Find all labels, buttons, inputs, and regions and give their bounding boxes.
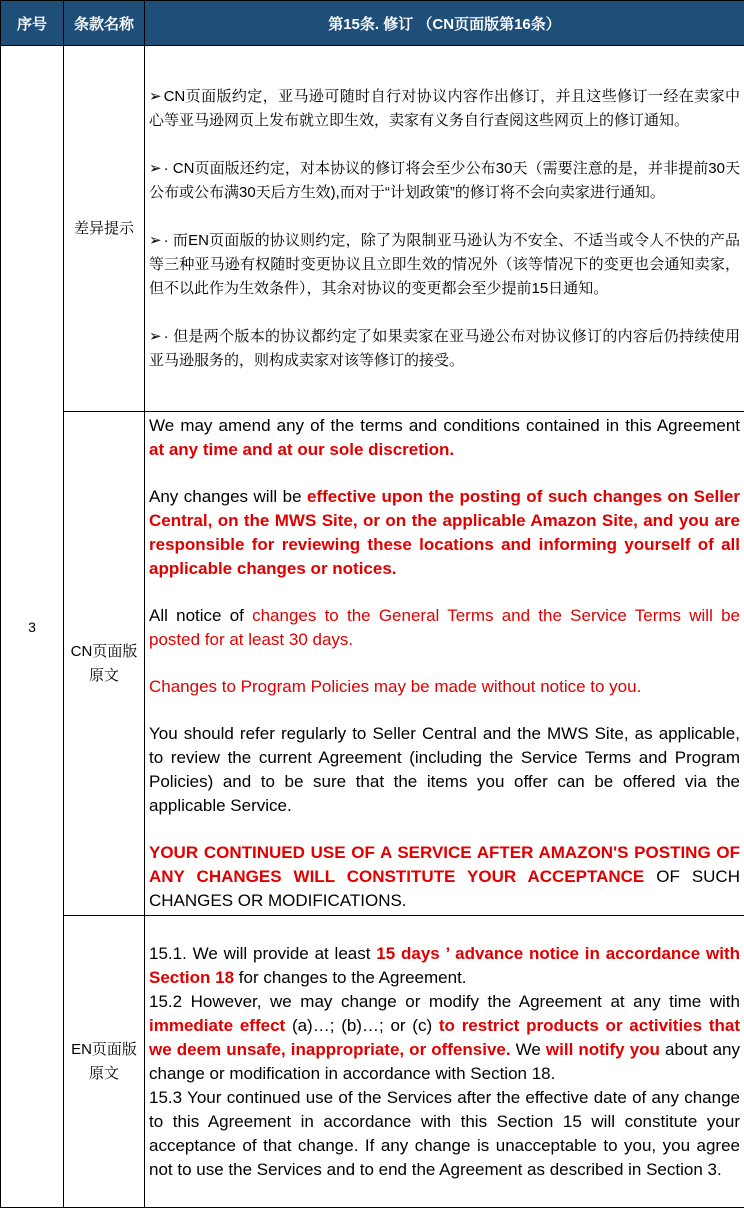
header-clause-title: 第15条. 修订 （CN页面版第16条） <box>145 1 744 46</box>
bullet-arrow-icon: ➢ <box>149 88 162 105</box>
cn-paragraph-4: Changes to Program Policies may be made without notice to you. <box>149 675 740 699</box>
en-content <box>145 916 744 1208</box>
en-section-15-1: 15.1. We will provide at least 15 days ’ advance notice in accordance with Section 18 for changes to the Agreement. <box>149 942 740 990</box>
diff-paragraph-3: ➢ · 而EN页面版的协议则约定，除了为限制亚马逊认为不安全、不适当或令人不快的产品等三种亚马逊有权随时变更协议且立即生效的情况外（该等情况下的变更也会通知卖家，但不以此作为生效条件），其余对协议的变更都会至少提前15日通知。 <box>149 229 740 301</box>
en-label: EN页面版原文 <box>64 916 145 1208</box>
cn-paragraph-6: YOUR CONTINUED USE OF A SERVICE AFTER AMAZON'S POSTING OF ANY CHANGES WILL CONSTITUTE YOUR ACCEPTANCE OF SUCH CHANGES OR MODIFICATIONS. <box>149 841 740 913</box>
en-original-row <box>1 916 744 1208</box>
cn-label: CN页面版原文 <box>64 412 145 916</box>
diff-paragraph-1: ➢ CN页面版约定，亚马逊可随时自行对协议内容作出修订，并且这些修订一经在卖家中心等亚马逊网页上发布就立即生效，卖家有义务自行查阅这些网页上的修订通知。 <box>149 85 740 133</box>
cn-paragraph-5: You should refer regularly to Seller Central and the MWS Site, as applicable, to review the current Agreement (including the Service Terms and Program Policies) and to be sure that the items you offer can be offered via the applicable Service. <box>149 722 740 818</box>
header-row <box>1 1 744 46</box>
diff-content <box>145 46 744 412</box>
diff-label: 差异提示 <box>64 46 145 412</box>
bullet-arrow-icon: ➢ <box>149 328 162 345</box>
en-section-15-3: 15.3 Your continued use of the Services after the effective date of any change to this Agreement in accordance with this Section 15 will constitute your acceptance of that change. If any change is unacceptable to you, you agree not to use the Services and to end the Agreement as described in Section 3. <box>149 1086 740 1182</box>
cn-paragraph-1: We may amend any of the terms and conditions contained in this Agreement at any time and at our sole discretion. <box>149 414 740 462</box>
row-number: 3 <box>1 46 64 1208</box>
bullet-arrow-icon: ➢ <box>149 232 162 249</box>
cn-paragraph-2: Any changes will be effective upon the posting of such changes on Seller Central, on the MWS Site, or on the applicable Amazon Site, and you are responsible for reviewing these locations and informing yourself of all applicable changes or notices. <box>149 485 740 581</box>
header-number: 序号 <box>1 1 64 46</box>
header-clause-name: 条款名称 <box>64 1 145 46</box>
bullet-arrow-icon: ➢ <box>149 160 162 177</box>
diff-paragraph-2: ➢ · CN页面版还约定，对本协议的修订将会至少公布30天（需要注意的是，并非提前30天公布或公布满30天后方生效),而对于“计划政策”的修订将不会向卖家进行通知。 <box>149 157 740 205</box>
diff-paragraph-4: ➢ · 但是两个版本的协议都约定了如果卖家在亚马逊公布对协议修订的内容后仍持续使用亚马逊服务的，则构成卖家对该等修订的接受。 <box>149 325 740 373</box>
cn-paragraph-3: All notice of changes to the General Terms and the Service Terms will be posted for at least 30 days. <box>149 604 740 652</box>
diff-row <box>1 46 744 412</box>
cn-original-row <box>1 412 744 916</box>
cn-content <box>145 412 744 916</box>
en-section-15-2: 15.2 However, we may change or modify the Agreement at any time with immediate effect (a)…; (b)…; or (c) to restrict products or activities that we deem unsafe, inappropriate, or offensive. We will notify you about any change or modification in accordance with Section 18. <box>149 990 740 1086</box>
